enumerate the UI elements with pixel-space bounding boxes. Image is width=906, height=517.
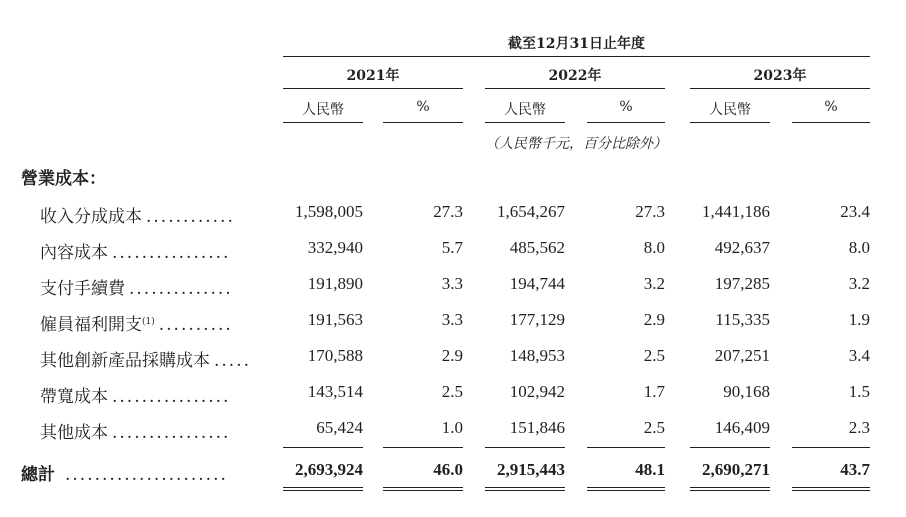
total-rule-top-v2022 bbox=[485, 447, 565, 448]
cell-v2023: 115,335 bbox=[715, 310, 770, 329]
cell-v2023: 90,168 bbox=[723, 382, 770, 401]
cell-p2023: 1.9 bbox=[848, 310, 870, 329]
period-header: 截至12月31日止年度 bbox=[508, 36, 645, 52]
row-label: 支付手續費 .............. bbox=[40, 279, 233, 299]
cell-p2023: 3.2 bbox=[848, 274, 870, 293]
cell-v2022: 194,744 bbox=[509, 274, 565, 293]
year-2023-rule bbox=[690, 88, 870, 89]
cell-v2021: 65,424 bbox=[316, 418, 363, 437]
total-rule-top-p2023 bbox=[792, 447, 870, 448]
currency-2023-rule bbox=[690, 122, 770, 123]
cell-v2023: 207,251 bbox=[714, 346, 770, 365]
year-2022-header: 2022年 bbox=[548, 68, 602, 84]
cell-v2023: 197,285 bbox=[714, 274, 770, 293]
cell-p2022: 2.9 bbox=[643, 310, 665, 329]
cell-v2022: 177,129 bbox=[509, 310, 565, 329]
year-2022-rule bbox=[485, 88, 665, 89]
cell-v2022: 485,562 bbox=[509, 238, 565, 257]
currency-2023: 人民幣 bbox=[709, 102, 751, 118]
total-p2022: 48.1 bbox=[635, 460, 665, 479]
cell-p2021: 27.3 bbox=[433, 202, 463, 221]
unit-note: （人民幣千元，百分比除外） bbox=[485, 136, 667, 152]
cell-p2023: 23.4 bbox=[840, 202, 870, 221]
period-rule bbox=[283, 56, 870, 57]
cell-p2022: 1.7 bbox=[643, 382, 665, 401]
dot-leader: ............ bbox=[146, 207, 235, 227]
cell-p2022: 27.3 bbox=[635, 202, 665, 221]
cell-v2021: 143,514 bbox=[307, 382, 363, 401]
cell-p2021: 1.0 bbox=[441, 418, 463, 437]
cell-p2022: 2.5 bbox=[643, 418, 665, 437]
cell-v2023: 146,409 bbox=[714, 418, 770, 437]
percent-2023-rule bbox=[792, 122, 870, 123]
cell-p2021: 5.7 bbox=[441, 238, 463, 257]
total-double-rule-v2021 bbox=[283, 487, 363, 491]
cell-v2021: 332,940 bbox=[307, 238, 363, 257]
total-rule-top-p2021 bbox=[383, 447, 463, 448]
cell-v2021: 191,890 bbox=[307, 274, 363, 293]
dot-leader: .......... bbox=[158, 315, 233, 335]
cell-p2022: 8.0 bbox=[643, 238, 665, 257]
dot-leader: ................ bbox=[112, 387, 231, 407]
cell-p2021: 2.9 bbox=[441, 346, 463, 365]
total-v2021: 2,693,924 bbox=[295, 460, 363, 479]
total-double-rule-v2023 bbox=[690, 487, 770, 491]
total-v2023: 2,690,271 bbox=[702, 460, 770, 479]
cell-v2022: 102,942 bbox=[509, 382, 565, 401]
cell-p2023: 2.3 bbox=[848, 418, 870, 437]
cell-p2021: 3.3 bbox=[441, 310, 463, 329]
total-rule-top-p2022 bbox=[587, 447, 665, 448]
percent-2021: % bbox=[416, 99, 430, 115]
percent-2021-rule bbox=[383, 122, 463, 123]
total-rule-top-v2021 bbox=[283, 447, 363, 448]
total-v2022: 2,915,443 bbox=[497, 460, 565, 479]
footnote-marker: (1) bbox=[142, 317, 155, 327]
percent-2022-rule bbox=[587, 122, 665, 123]
year-2021-rule bbox=[283, 88, 463, 89]
total-double-rule-p2022 bbox=[587, 487, 665, 491]
cell-p2021: 2.5 bbox=[441, 382, 463, 401]
dot-leader: ................ bbox=[112, 423, 231, 443]
currency-2021-rule bbox=[283, 122, 363, 123]
cell-v2021: 1,598,005 bbox=[295, 202, 363, 221]
dot-leader: .............. bbox=[129, 279, 233, 299]
total-p2021: 46.0 bbox=[433, 460, 463, 479]
currency-2022: 人民幣 bbox=[504, 102, 546, 118]
row-label: 其他成本 ................ bbox=[40, 423, 231, 443]
row-label: 內容成本 ................ bbox=[40, 243, 231, 263]
row-label: 帶寬成本 ................ bbox=[40, 387, 231, 407]
section-title: 營業成本： bbox=[21, 169, 106, 189]
year-2021-header: 2021年 bbox=[346, 68, 400, 84]
percent-2023: % bbox=[824, 99, 838, 115]
dot-leader: ..... bbox=[214, 351, 252, 371]
percent-2022: % bbox=[619, 99, 633, 115]
total-double-rule-v2022 bbox=[485, 487, 565, 491]
row-label: 其他創新產品採購成本 ..... bbox=[40, 351, 252, 371]
cell-p2021: 3.3 bbox=[441, 274, 463, 293]
cell-v2021: 170,588 bbox=[307, 346, 363, 365]
currency-2022-rule bbox=[485, 122, 565, 123]
cell-v2022: 148,953 bbox=[509, 346, 565, 365]
cell-v2022: 151,846 bbox=[509, 418, 565, 437]
total-rule-top-v2023 bbox=[690, 447, 770, 448]
row-label: 僱員福利開支$^{(1)}$ .......... bbox=[40, 315, 233, 335]
total-double-rule-p2021 bbox=[383, 487, 463, 491]
cell-v2021: 191,563 bbox=[307, 310, 363, 329]
row-label: 收入分成成本 ............ bbox=[40, 207, 235, 227]
cell-p2022: 3.2 bbox=[643, 274, 665, 293]
dot-leader: ................ bbox=[112, 243, 231, 263]
cell-v2023: 492,637 bbox=[714, 238, 770, 257]
cell-p2022: 2.5 bbox=[643, 346, 665, 365]
cell-v2022: 1,654,267 bbox=[497, 202, 565, 221]
total-label: 總計 ...................... bbox=[21, 465, 228, 485]
currency-2021: 人民幣 bbox=[302, 102, 344, 118]
cell-v2023: 1,441,186 bbox=[702, 202, 770, 221]
cell-p2023: 3.4 bbox=[848, 346, 870, 365]
cell-p2023: 1.5 bbox=[848, 382, 870, 401]
cell-p2023: 8.0 bbox=[848, 238, 870, 257]
total-p2023: 43.7 bbox=[840, 460, 870, 479]
total-double-rule-p2023 bbox=[792, 487, 870, 491]
year-2023-header: 2023年 bbox=[753, 68, 807, 84]
